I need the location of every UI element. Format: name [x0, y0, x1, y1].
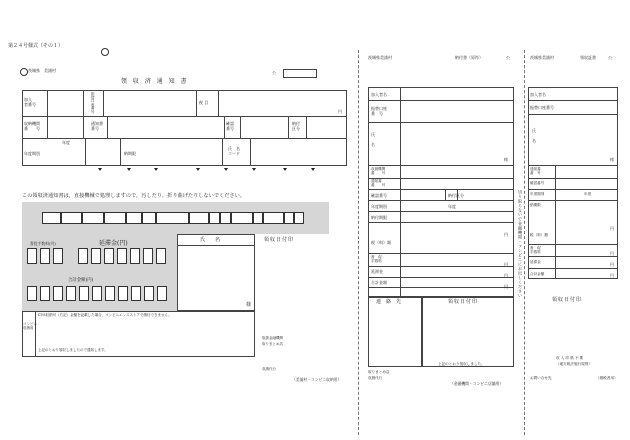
slip-penalty-label: 延滞金	[371, 269, 383, 274]
kou-label: 公	[272, 70, 276, 75]
slip-stamp-box	[422, 297, 514, 367]
stub-total-label: 合計金額	[530, 272, 545, 276]
slip-name-label: 氏 名	[371, 132, 375, 147]
bank-branch-note: 取りまとめ店	[262, 342, 283, 346]
triangle-marker-icon	[154, 168, 158, 171]
stub-footer2: （納税者用）	[596, 376, 618, 380]
slip-contact-box	[368, 297, 422, 367]
stub-tax-label: 税（料）額	[530, 233, 548, 237]
slip-yen: 円	[504, 262, 508, 267]
slip-tax-label: 税（料）額	[371, 240, 391, 245]
slip-receipt-stamp: 領収日付印	[448, 299, 479, 305]
slip-fiscal-label: 年度期別	[371, 204, 387, 209]
slip-footer-left2: 収納代行	[368, 376, 383, 380]
slip-account-label: 振替口座 番 号	[371, 106, 387, 116]
cvs-note: CVS収納可（右記）金額を記載した場合、コンビニエンスストアで納付できません。	[38, 313, 172, 317]
stub-confirm-no-label: 確認番号	[530, 181, 545, 185]
slip-kou: 公	[506, 55, 510, 60]
small-penalty-label: 督促手数料(円)	[30, 241, 56, 246]
bank-note: 取扱金融機関	[262, 336, 283, 340]
slip-late-fee-label: 督 促 手数料	[371, 255, 382, 263]
stub-yen: 円	[610, 226, 614, 231]
recipient-note: 収納代行	[262, 367, 276, 371]
total-label: 合計金額(円)	[68, 278, 94, 283]
slip-due-date-label: 納付期限	[371, 215, 387, 220]
stub-stamp-note2: （地方税法施行規則）	[556, 362, 592, 366]
payer-code-label: 加入 者番号	[24, 97, 36, 107]
name-header: 氏 名	[200, 237, 221, 243]
stub-payer-label: 加入者名	[530, 92, 546, 97]
slip-yen: 円	[504, 284, 508, 289]
cvs-received-note: 上記のとおり領収しましたので通知します。	[38, 348, 108, 352]
receipt-stamp-label: 領収日付印	[264, 237, 295, 243]
payer-no-label: 通知書 番号	[91, 121, 103, 131]
slip-payer-label: 加入者名	[371, 92, 387, 97]
stub-title: 領収証書	[580, 55, 596, 60]
municipality: 茨城県 美浦村	[28, 68, 56, 73]
slip-yen: 円	[504, 232, 508, 237]
triangle-marker-icon	[252, 168, 256, 171]
slip-receipt-no-label: 収納機関 番 号	[371, 167, 386, 175]
receipt-stub	[526, 0, 630, 440]
payment-slip	[360, 0, 520, 440]
stub-receipt-stamp: 領収日付印	[552, 297, 583, 303]
kou-box	[283, 69, 317, 78]
account-no-label: 振 替 口 座 番 号	[91, 92, 95, 114]
slip-notice-no-label: 通知書 番 号	[371, 179, 386, 187]
stub-name-label: 氏 名	[532, 128, 536, 143]
stub-nendo-label: 年度	[584, 192, 592, 196]
form-id: 第２４号様式（その１）	[8, 43, 64, 49]
triangle-marker-icon	[283, 168, 287, 171]
stub-notice-no-label: 通知書 番 号	[530, 167, 541, 175]
slip-total-label: 合計金額	[371, 280, 387, 285]
stub-account-label: 振替口座番号	[530, 105, 554, 110]
slip-footer-left1: 取りまとめ店	[368, 370, 390, 374]
circle-mark-icon	[101, 48, 109, 56]
cvs-title: コンビニ 収納用	[23, 322, 37, 330]
slip-municipality: 茨城県美浦村	[368, 55, 392, 60]
cut-note: 切り取らないで金融機関・コンビニにお出しください	[518, 190, 523, 298]
stub-yen: 円	[610, 273, 614, 278]
slip-contact-label: 連 絡 先	[376, 299, 402, 305]
stub-stamp-note1: 収 入 印 紙 不 要	[556, 356, 584, 360]
triangle-marker-icon	[127, 168, 131, 171]
slip-nendo-label: 年度	[448, 204, 456, 209]
sama-label: 様	[246, 302, 252, 308]
stub-yen: 円	[610, 262, 614, 267]
circle-mark-icon	[20, 68, 28, 76]
name-code-label: 氏 名 コード	[228, 146, 240, 156]
stub-penalty-label: 延滞金	[530, 260, 541, 264]
receipt-no-label: 収納機関 番 号	[24, 121, 40, 131]
triangle-marker-icon	[311, 168, 315, 171]
penalty-fee-label: 延滞金(円)	[99, 240, 128, 247]
slip-sama: 様	[504, 157, 508, 162]
slip-footer: （金融機関・コンビニ店舗用）	[450, 381, 504, 386]
nendo-label: 年度	[62, 140, 70, 145]
triangle-marker-icon	[224, 168, 228, 171]
stub-kou: 公	[608, 55, 612, 60]
due-date-label: 納期限	[124, 151, 136, 156]
slip-received-note: 上記のとおり領収しました。	[438, 362, 485, 366]
slip-yen: 円	[504, 273, 508, 278]
slip-title: 納付書（原符）	[455, 55, 483, 60]
triangle-marker-icon	[98, 168, 102, 171]
stub-footer1: お問い合せ先	[530, 376, 552, 380]
yen-label: 円	[338, 109, 342, 114]
machine-notice: この領収済通知書は，直接機械で処理しますので，汚したり，折り曲げたりしないでください。	[22, 193, 245, 199]
slip-due-kubun-label: 納付区分	[448, 193, 464, 198]
tax-type-label: 税 目	[199, 100, 209, 105]
receipt-footer: （美浦村・コンビニ収納用）	[292, 377, 342, 382]
stub-late-fee-label: 督 促 手数料	[530, 246, 541, 254]
fiscal-year-label: 年度期別	[24, 151, 40, 156]
triangle-marker-icon	[196, 168, 200, 171]
page-title: 領 収 済 通 知 書	[121, 78, 189, 85]
stub-fiscal-label: 年度期別	[530, 192, 545, 196]
slip-confirm-no-label: 確認番号	[371, 193, 387, 198]
stub-sama: 様	[610, 157, 614, 162]
confirm-no-label: 確認 番号	[226, 121, 234, 131]
due-kubun-label: 納付 区分	[292, 121, 300, 131]
stub-municipality: 茨城県美浦村	[530, 55, 554, 60]
stub-due-date-label: 納期限	[530, 203, 541, 207]
stub-yen: 円	[610, 251, 614, 256]
